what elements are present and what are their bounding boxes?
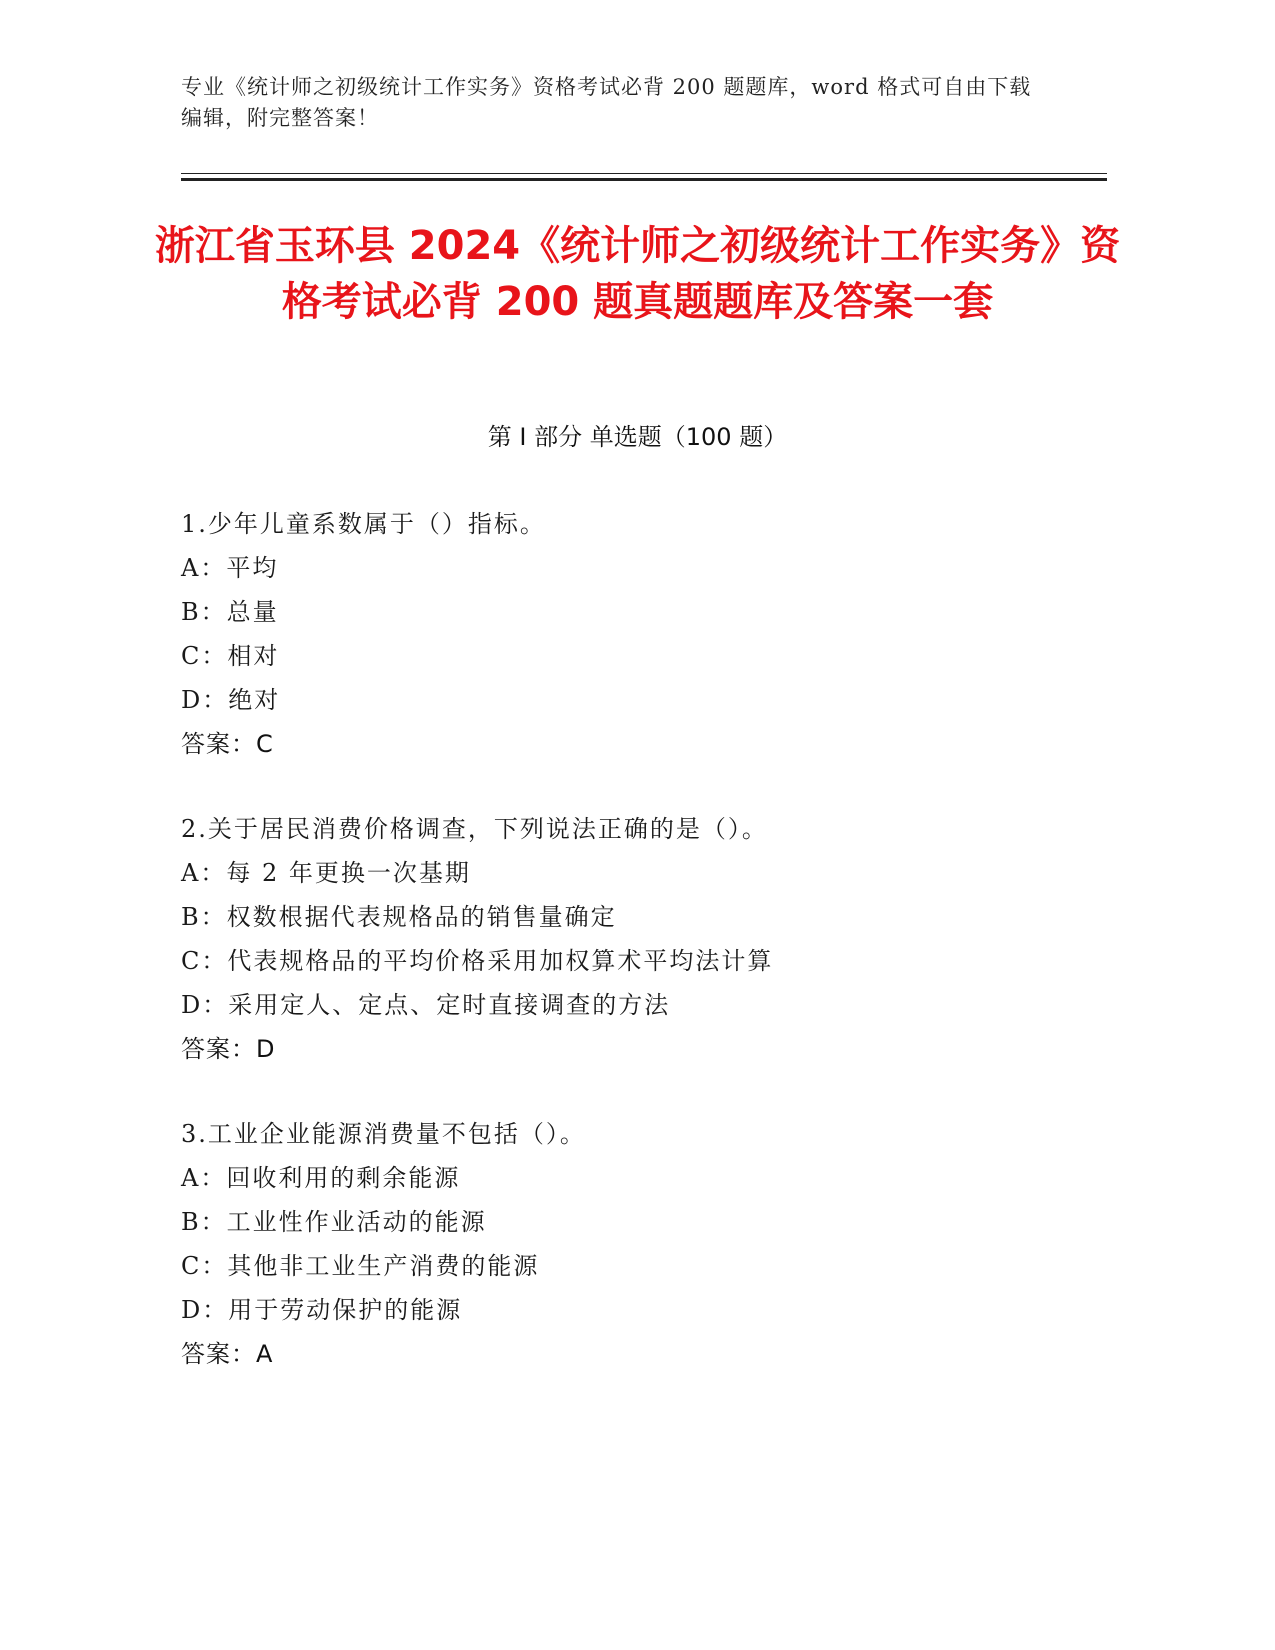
option-d: D：采用定人、定点、定时直接调查的方法 [181, 991, 671, 1019]
option-b: B：总量 [181, 598, 279, 626]
question-block-2 [181, 807, 1081, 1071]
option-a: A：每 2 年更换一次基期 [181, 859, 471, 887]
option-a: A：平均 [181, 554, 279, 582]
option-d: D：用于劳动保护的能源 [181, 1296, 463, 1324]
option-c: C：相对 [181, 642, 280, 670]
question-block-1 [181, 502, 1081, 766]
option-c: C：其他非工业生产消费的能源 [181, 1252, 540, 1280]
option-d: D：绝对 [181, 686, 281, 714]
header-divider-thin [181, 173, 1107, 174]
option-a: A：回收利用的剩余能源 [181, 1164, 461, 1192]
option-b: B：工业性作业活动的能源 [181, 1208, 487, 1236]
section-heading: 第 I 部分 单选题（100 题） [487, 423, 788, 451]
header-note: 专业《统计师之初级统计工作实务》资格考试必背 200 题题库，word 格式可自由下载编辑，附完整答案！ [181, 75, 1032, 130]
header-divider-thick [181, 178, 1107, 181]
answer-line: 答案：C [181, 730, 274, 758]
question-stem: 3.工业企业能源消费量不包括（）。 [181, 1120, 586, 1148]
answer-line: 答案：D [181, 1035, 276, 1063]
option-c: C：代表规格品的平均价格采用加权算术平均法计算 [181, 947, 774, 975]
question-stem: 2.关于居民消费价格调查，下列说法正确的是（）。 [181, 815, 768, 843]
option-b: B：权数根据代表规格品的销售量确定 [181, 903, 617, 931]
answer-line: 答案：A [181, 1340, 274, 1368]
document-title: 浙江省玉环县 2024《统计师之初级统计工作实务》资格考试必背 200 题真题题库及答案一套 [154, 223, 1121, 325]
question-stem: 1.少年儿童系数属于（）指标。 [181, 510, 546, 538]
question-block-3 [181, 1112, 1081, 1376]
